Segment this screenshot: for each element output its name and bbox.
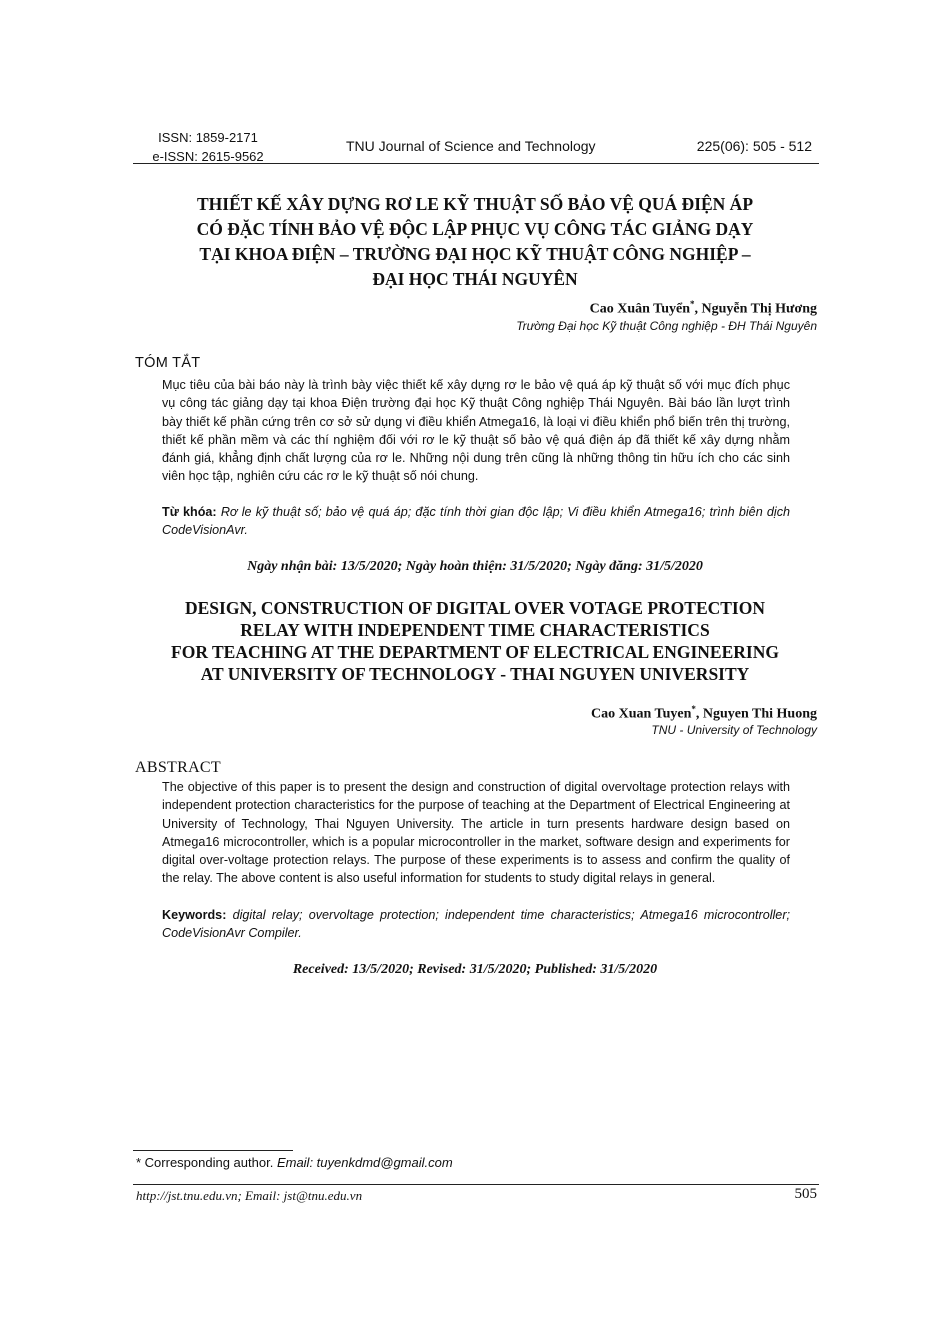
en-abstract-heading: ABSTRACT: [135, 759, 221, 776]
en-title-line: FOR TEACHING AT THE DEPARTMENT OF ELECTRICAL ENGINEERING: [171, 642, 779, 662]
corresponding-mark: *: [691, 704, 696, 714]
en-title-line: RELAY WITH INDEPENDENT TIME CHARACTERISTICS: [240, 620, 710, 640]
page-number: 505: [794, 1186, 817, 1202]
vn-keywords-label: Từ khóa:: [162, 505, 217, 519]
vn-title: [133, 192, 817, 292]
en-dates: Received: 13/5/2020; Revised: 31/5/2020; Published: 31/5/2020: [292, 962, 658, 977]
vn-author-2: , Nguyễn Thị Hương: [694, 301, 817, 317]
en-keywords-label: Keywords:: [162, 908, 227, 922]
vn-title-line: THIẾT KẾ XÂY DỰNG RƠ LE KỸ THUẬT SỐ BẢO VỆ QUÁ ĐIỆN ÁP: [196, 194, 754, 214]
issn-block: [143, 128, 273, 166]
journal-name: TNU Journal of Science and Technology: [346, 138, 596, 154]
vn-keywords: [162, 503, 790, 540]
en-title-line: AT UNIVERSITY OF TECHNOLOGY - THAI NGUYEN UNIVERSITY: [200, 664, 750, 684]
en-authors: [591, 704, 817, 723]
en-author-1: Cao Xuan Tuyen: [590, 706, 692, 722]
corresponding-mark: *: [690, 299, 695, 309]
footnote-divider: [133, 1150, 293, 1151]
footer-divider: [133, 1184, 819, 1185]
en-keywords: [162, 906, 790, 943]
vn-abstract-heading: TÓM TẮT: [135, 355, 201, 371]
vn-author-1: Cao Xuân Tuyển: [589, 301, 690, 317]
footnote-email: Email: tuyenkdmd@gmail.com: [276, 1155, 453, 1170]
vn-authors: [590, 299, 817, 318]
en-title: [133, 597, 817, 685]
vn-title-line: ĐẠI HỌC THÁI NGUYÊN: [372, 269, 578, 289]
en-abstract-text: The objective of this paper is to present the design and construction of digital overvoltage protection relays with independent protection characteristics for the purpose of teaching at the Department of Electrical Engineering at University of Technology, Thai Nguyen University. The article in turn presents hardware design based on Atmega16 microcontroller, which is a popular microcontroller in the market, software design and experiments for digital over-voltage protection relays. The purpose of these experiments is to assess and confirm the quality of the relay. The above content is also useful information for students to study digital relays in general.: [162, 780, 790, 886]
en-title-line: DESIGN, CONSTRUCTION OF DIGITAL OVER VOTAGE PROTECTION: [184, 598, 765, 618]
footnote-label: * Corresponding author.: [136, 1155, 274, 1170]
en-author-2: , Nguyen Thi Huong: [695, 706, 817, 722]
en-affiliation: TNU - University of Technology: [651, 723, 817, 737]
vn-abstract-text: Mục tiêu của bài báo này là trình bày việc thiết kế xây dựng rơ le bảo vệ quá áp kỹ thuật số với mục đích phục vụ công tác giảng dạy tại khoa Điện trường đại học Kỹ thuật Công nghiệp Thái Nguyên. Bài báo lần lượt trình bày thiết kế phần cứng trên cơ sở sử dụng vi điều khiển Atmega16, là loại vi điều khiển phổ biến trên thị trường, thiết kế phần mềm và các thí nghiệm đối với rơ le kỹ thuật số bảo vệ quá điện áp đã thiết kế xây dựng nhằm đánh giá, khẳng định chất lượng của rơ le. Những nội dung trên cũng là những thông tin hữu ích cho các sinh viên học tập, nghiên cứu các rơ le kỹ thuật số nói chung.: [162, 378, 790, 484]
vn-keywords-text: Rơ le kỹ thuật số; bảo vệ quá áp; đặc tính thời gian độc lập; Vi điều khiển Atmega16; trình biên dịch CodeVisionAvr.: [162, 505, 791, 538]
footer-links: http://jst.tnu.edu.vn; Email: jst@tnu.edu.vn: [136, 1188, 363, 1203]
vn-dates: Ngày nhận bài: 13/5/2020; Ngày hoàn thiện: 31/5/2020; Ngày đăng: 31/5/2020: [247, 559, 703, 574]
vn-title-line: TẠI KHOA ĐIỆN – TRƯỜNG ĐẠI HỌC KỸ THUẬT CÔNG NGHIỆP –: [199, 244, 751, 264]
issn: ISSN: 1859-2171: [158, 130, 258, 145]
eissn: e-ISSN: 2615-9562: [152, 149, 264, 164]
en-keywords-text: digital relay; overvoltage protection; independent time characteristics; Atmega16 microcontroller; CodeVisionAvr Compiler.: [162, 908, 791, 941]
vn-title-line: CÓ ĐẶC TÍNH BẢO VỆ ĐỘC LẬP PHỤC VỤ CÔNG TÁC GIẢNG DẠY: [196, 219, 754, 239]
volume-pages: 225(06): 505 - 512: [696, 138, 812, 154]
vn-affiliation: Trường Đại học Kỹ thuật Công nghiệp - ĐH Thái Nguyên: [516, 319, 817, 333]
footnote: [136, 1155, 453, 1170]
header-divider: [133, 163, 819, 164]
